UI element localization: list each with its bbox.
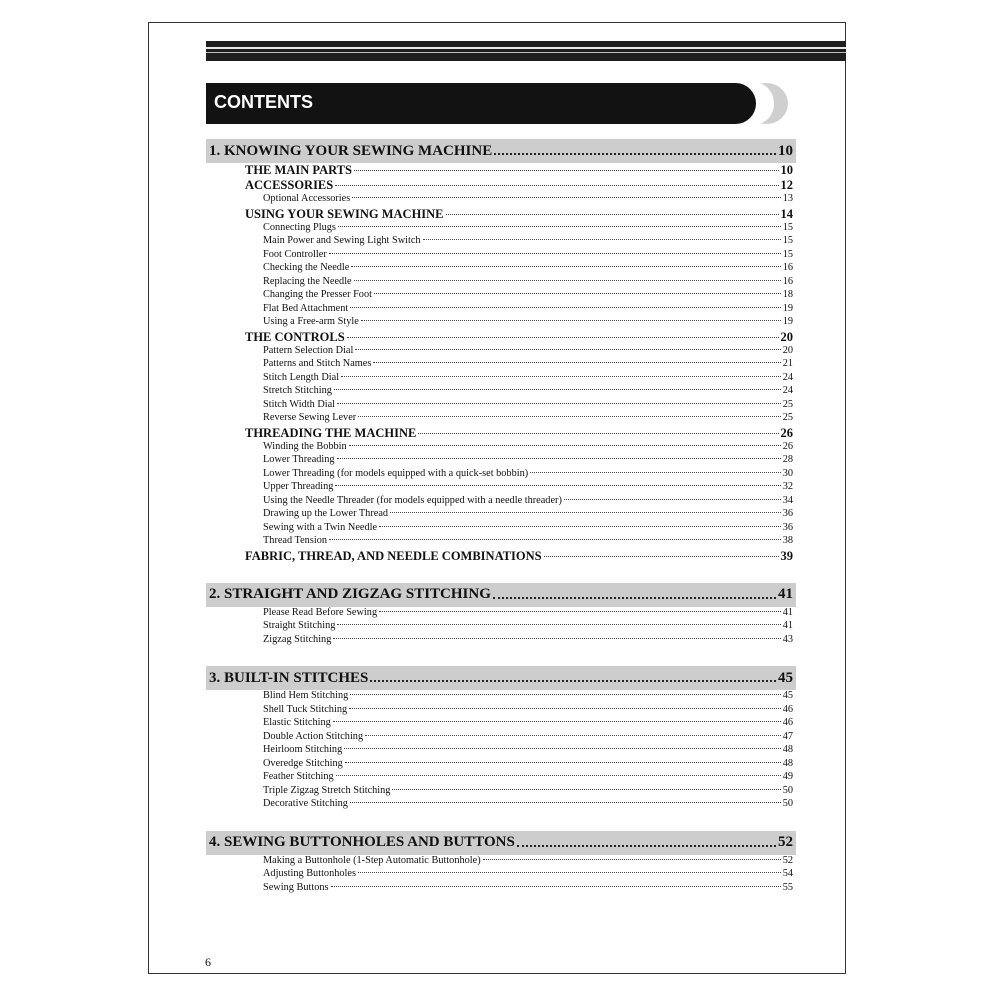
subsection-entry-page: 54 [782, 868, 793, 879]
subsection-entry-page: 16 [782, 262, 793, 273]
page-number: 6 [205, 955, 211, 969]
subsection-entry-title: Heirloom Stitching [263, 744, 343, 755]
subsection-entry [206, 785, 796, 799]
subsection-entry-title: Checking the Needle [263, 262, 350, 273]
chapter-spacer [206, 812, 796, 831]
subsection-entry-title: Stretch Stitching [263, 385, 332, 396]
section-entry [206, 330, 796, 345]
dot-leader [337, 458, 781, 459]
subsection-entry-page: 19 [782, 316, 793, 327]
table-of-contents [206, 139, 796, 895]
dot-leader [358, 872, 781, 873]
subsection-entry [206, 882, 796, 896]
dot-leader [335, 185, 778, 186]
chapter-heading-page: 52 [778, 834, 793, 850]
dot-leader [349, 445, 781, 446]
section-entry-title: FABRIC, THREAD, AND NEEDLE COMBINATIONS [245, 548, 542, 563]
subsection-entry [206, 717, 796, 731]
section-entry-page: 20 [780, 329, 793, 344]
chapter-heading [206, 666, 796, 690]
subsection-entry-page: 46 [782, 717, 793, 728]
dot-leader [544, 556, 779, 557]
subsection-entry-page: 25 [782, 398, 793, 410]
subsection-entry [206, 412, 796, 426]
subsection-entry [206, 303, 796, 317]
subsection-entry-page: 43 [782, 633, 793, 645]
dot-leader [344, 748, 780, 749]
chapter-heading-title: 3. BUILT-IN STITCHES [209, 669, 369, 686]
subsection-entry-page: 30 [782, 467, 793, 479]
section-entry-page: 39 [780, 548, 793, 563]
subsection-entry [206, 345, 796, 359]
subsection-entry-page: 24 [782, 385, 793, 396]
subsection-entry-page: 15 [782, 235, 793, 246]
subsection-entry [206, 771, 796, 785]
dot-leader [329, 539, 781, 540]
section-entry-title: THREADING THE MACHINE [245, 425, 417, 440]
dot-leader [350, 694, 780, 695]
subsection-entry-title: Using a Free-arm Style [263, 316, 359, 327]
subsection-entry [206, 744, 796, 758]
chapter-heading-title: 4. SEWING BUTTONHOLES AND BUTTONS [209, 834, 515, 850]
section-entry-title: THE MAIN PARTS [245, 163, 352, 177]
subsection-entry-page: 16 [782, 275, 793, 287]
dot-leader [517, 845, 776, 847]
header-bar-line [206, 52, 846, 53]
subsection-entry [206, 481, 796, 495]
dot-leader [337, 403, 781, 404]
subsection-entry [206, 508, 796, 522]
subsection-entry-title: Main Power and Sewing Light Switch [263, 235, 421, 246]
subsection-entry-title: Reverse Sewing Lever [263, 412, 357, 423]
subsection-entry [206, 634, 796, 648]
chapter-heading [206, 139, 796, 163]
subsection-entry [206, 193, 796, 207]
subsection-entry-page: 28 [782, 454, 793, 465]
subsection-entry [206, 289, 796, 303]
subsection-entry-title: Upper Threading [263, 481, 334, 492]
dot-leader [365, 735, 781, 736]
subsection-entry [206, 855, 796, 869]
section-entry [206, 549, 796, 564]
subsection-entry-title: Connecting Plugs [263, 221, 336, 233]
dot-leader [494, 153, 776, 155]
subsection-entry-page: 15 [782, 221, 793, 233]
dot-leader [446, 214, 779, 215]
dot-leader [336, 775, 781, 776]
subsection-entry-title: Elastic Stitching [263, 717, 331, 728]
dot-leader [361, 320, 781, 321]
header-bar-line [206, 47, 846, 49]
subsection-entry-page: 19 [782, 302, 793, 314]
subsection-entry-title: Making a Buttonhole (1-Step Automatic Buttonhole) [263, 854, 481, 866]
dot-leader [374, 293, 781, 294]
dot-leader [379, 611, 781, 612]
subsection-entry-title: Replacing the Needle [263, 275, 352, 287]
subsection-entry-title: Stitch Length Dial [263, 371, 340, 383]
subsection-entry [206, 620, 796, 634]
subsection-entry-page: 36 [782, 508, 793, 519]
subsection-entry-page: 36 [782, 521, 793, 533]
subsection-entry-page: 48 [782, 757, 793, 769]
subsection-entry-title: Zigzag Stitching [263, 633, 332, 645]
manual-page [148, 22, 846, 974]
dot-leader [338, 226, 781, 227]
subsection-entry-title: Winding the Bobbin [263, 440, 347, 452]
subsection-entry-title: Pattern Selection Dial [263, 344, 354, 356]
dot-leader [423, 239, 781, 240]
section-entry [206, 178, 796, 193]
subsection-entry-page: 46 [782, 703, 793, 715]
dot-leader [392, 789, 780, 790]
dot-leader [337, 624, 780, 625]
subsection-entry-page: 13 [782, 193, 793, 204]
subsection-entry [206, 454, 796, 468]
subsection-entry-title: Overedge Stitching [263, 757, 343, 769]
section-entry-page: 14 [780, 206, 793, 221]
subsection-entry-page: 21 [782, 358, 793, 369]
subsection-entry-title: Changing the Presser Foot [263, 289, 372, 300]
subsection-entry-page: 34 [782, 494, 793, 506]
subsection-entry [206, 758, 796, 772]
subsection-entry [206, 235, 796, 249]
subsection-entry-title: Foot Controller [263, 248, 327, 260]
subsection-entry-title: Blind Hem Stitching [263, 690, 349, 701]
subsection-entry-title: Optional Accessories [263, 193, 351, 204]
subsection-entry [206, 704, 796, 718]
dot-leader [493, 597, 776, 599]
chapter-spacer [206, 564, 796, 583]
subsection-entry-title: Triple Zigzag Stretch Stitching [263, 784, 391, 796]
dot-leader [347, 337, 779, 338]
page-title: CONTENTS [214, 92, 313, 112]
subsection-entry [206, 372, 796, 386]
subsection-entry [206, 798, 796, 812]
dot-leader [352, 197, 780, 198]
subsection-entry [206, 262, 796, 276]
subsection-entry-title: Thread Tension [263, 535, 327, 546]
dot-leader [341, 376, 781, 377]
subsection-entry-page: 50 [782, 784, 793, 796]
subsection-entry-title: Lower Threading (for models equipped with a quick-set bobbin) [263, 467, 529, 479]
subsection-entry [206, 385, 796, 399]
dot-leader [333, 638, 780, 639]
section-entry-title: USING YOUR SEWING MACHINE [245, 206, 444, 221]
section-entry-page: 12 [780, 178, 793, 192]
subsection-entry-page: 47 [782, 730, 793, 742]
subsection-entry-page: 55 [782, 881, 793, 893]
chapter-heading [206, 831, 796, 855]
section-entry-title: ACCESSORIES [245, 178, 334, 192]
subsection-entry-page: 38 [782, 535, 793, 546]
dot-leader [373, 362, 780, 363]
subsection-entry-page: 24 [782, 371, 793, 383]
subsection-entry-page: 49 [782, 771, 793, 782]
subsection-entry-page: 50 [782, 798, 793, 809]
subsection-entry [206, 731, 796, 745]
chapter-spacer [206, 647, 796, 666]
subsection-entry-title: Shell Tuck Stitching [263, 703, 348, 715]
subsection-entry-title: Flat Bed Attachment [263, 302, 349, 314]
subsection-entry-page: 32 [782, 481, 793, 492]
subsection-entry-page: 41 [782, 620, 793, 631]
subsection-entry-page: 41 [782, 606, 793, 618]
subsection-entry-title: Please Read Before Sewing [263, 606, 378, 618]
subsection-entry-title: Sewing with a Twin Needle [263, 521, 378, 533]
chapter-heading-title: 2. STRAIGHT AND ZIGZAG STITCHING [209, 586, 491, 602]
dot-leader [358, 416, 780, 417]
dot-leader [418, 433, 778, 434]
subsection-entry-page: 15 [782, 248, 793, 260]
subsection-entry-title: Using the Needle Threader (for models equipped with a needle threader) [263, 494, 562, 506]
section-entry-page: 26 [780, 425, 793, 440]
subsection-entry [206, 276, 796, 290]
subsection-entry [206, 468, 796, 482]
dot-leader [530, 472, 781, 473]
subsection-entry [206, 222, 796, 236]
subsection-entry-title: Drawing up the Lower Thread [263, 508, 389, 519]
section-entry [206, 426, 796, 441]
dot-leader [331, 886, 781, 887]
section-entry [206, 207, 796, 222]
subsection-entry [206, 690, 796, 704]
subsection-entry [206, 358, 796, 372]
subsection-entry [206, 399, 796, 413]
subsection-entry-page: 25 [782, 412, 793, 423]
dot-leader [355, 349, 780, 350]
subsection-entry-page: 52 [782, 854, 793, 866]
dot-leader [350, 307, 780, 308]
dot-leader [390, 512, 781, 513]
dot-leader [354, 280, 781, 281]
subsection-entry [206, 535, 796, 549]
subsection-entry-page: 18 [782, 289, 793, 300]
subsection-entry-page: 45 [782, 690, 793, 701]
chapter-heading-title: 1. KNOWING YOUR SEWING MACHINE [209, 142, 493, 159]
subsection-entry [206, 868, 796, 882]
subsection-entry [206, 441, 796, 455]
dot-leader [379, 526, 781, 527]
subsection-entry-page: 48 [782, 744, 793, 755]
header-bar [206, 41, 846, 61]
dot-leader [370, 680, 776, 682]
chapter-heading [206, 583, 796, 607]
dot-leader [350, 802, 781, 803]
contents-banner [206, 83, 756, 124]
dot-leader [333, 721, 781, 722]
dot-leader [349, 708, 781, 709]
subsection-entry-page: 20 [782, 344, 793, 356]
dot-leader [351, 266, 780, 267]
dot-leader [354, 170, 779, 171]
dot-leader [329, 253, 781, 254]
subsection-entry-title: Decorative Stitching [263, 798, 348, 809]
subsection-entry-title: Adjusting Buttonholes [263, 868, 356, 879]
dot-leader [564, 499, 781, 500]
subsection-entry [206, 249, 796, 263]
chapter-heading-page: 41 [778, 586, 793, 602]
chapter-heading-page: 10 [778, 142, 793, 159]
subsection-entry-title: Straight Stitching [263, 620, 336, 631]
subsection-entry [206, 607, 796, 621]
subsection-entry [206, 522, 796, 536]
subsection-entry [206, 495, 796, 509]
subsection-entry-title: Lower Threading [263, 454, 335, 465]
dot-leader [345, 762, 781, 763]
subsection-entry-title: Double Action Stitching [263, 730, 364, 742]
dot-leader [483, 859, 781, 860]
subsection-entry-page: 26 [782, 440, 793, 452]
subsection-entry-title: Stitch Width Dial [263, 398, 336, 410]
subsection-entry-title: Patterns and Stitch Names [263, 358, 372, 369]
section-entry-page: 10 [780, 163, 793, 177]
subsection-entry [206, 316, 796, 330]
dot-leader [334, 389, 781, 390]
section-entry [206, 163, 796, 178]
dot-leader [335, 485, 780, 486]
chapter-heading-page: 45 [778, 669, 793, 686]
subsection-entry-title: Sewing Buttons [263, 881, 329, 893]
subsection-entry-title: Feather Stitching [263, 771, 334, 782]
section-entry-title: THE CONTROLS [245, 329, 345, 344]
